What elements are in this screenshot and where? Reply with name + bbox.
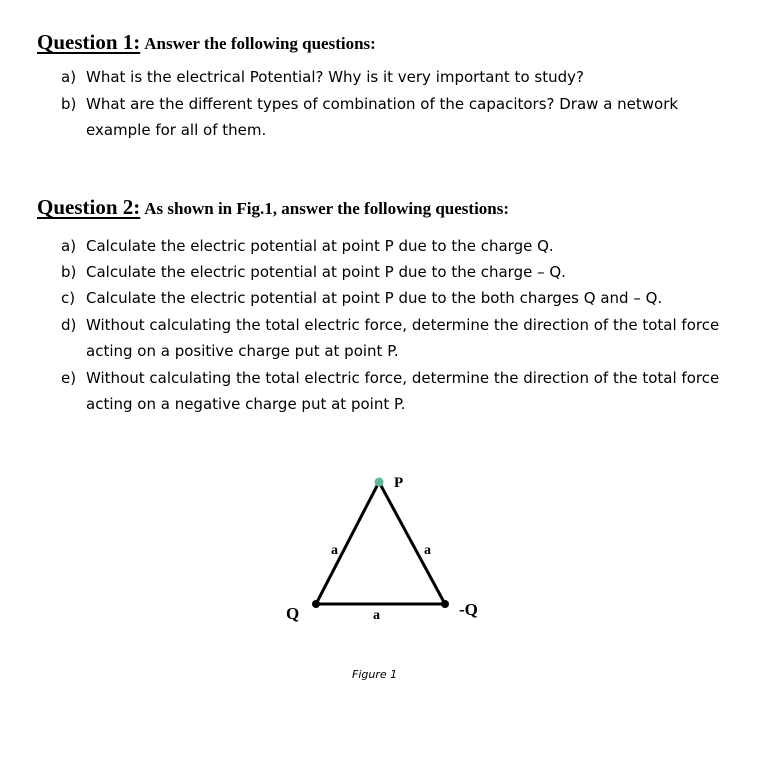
question-1-title: Answer the following questions:: [144, 34, 376, 53]
q2-item-a-label: a): [61, 237, 77, 255]
charge-q-label: Q: [286, 604, 300, 623]
q2-item-e-text: Without calculating the total electric force, determine the direction of the total force acting on a negative charge put at point P.: [86, 369, 720, 413]
question-2-title: As shown in Fig.1, answer the following questions:: [144, 199, 510, 218]
figure-caption: Figure 1: [352, 668, 398, 681]
q1-item-a-label: a): [61, 68, 77, 86]
triangle-side-right: [379, 482, 445, 604]
q2-item-c-label: c): [61, 289, 76, 307]
q2-item-a-text: Calculate the electric potential at point P due to the charge Q.: [86, 237, 554, 255]
q2-item-d-label: d): [61, 316, 77, 334]
q2-item-d-text: Without calculating the total electric force, determine the direction of the total force acting on a positive charge put at point P.: [86, 316, 720, 360]
charge-neg-q-label: -Q: [459, 600, 478, 619]
q2-item-e-label: e): [61, 369, 77, 387]
q1-item-b-label: b): [61, 95, 77, 113]
charge-q-dot: [312, 600, 320, 608]
q1-item-a-text: What is the electrical Potential? Why is it very important to study?: [86, 68, 584, 86]
side-bottom-label: a: [373, 608, 380, 623]
question-1-number: Question 1:: [37, 30, 141, 54]
q2-item-b-text: Calculate the electric potential at point P due to the charge – Q.: [86, 263, 566, 281]
side-left-label: a: [331, 543, 338, 558]
charge-neg-q-dot: [441, 600, 449, 608]
question-2-number: Question 2:: [37, 195, 141, 219]
q1-item-b-text: What are the different types of combination of the capacitors? Draw a network example for all of them.: [86, 95, 679, 139]
q2-item-c-text: Calculate the electric potential at point P due to the both charges Q and – Q.: [86, 289, 663, 307]
point-p-label: P: [394, 475, 404, 491]
side-right-label: a: [424, 543, 431, 558]
point-p-dot: [375, 478, 384, 487]
q2-item-b-label: b): [61, 263, 77, 281]
triangle-side-left: [316, 482, 379, 604]
